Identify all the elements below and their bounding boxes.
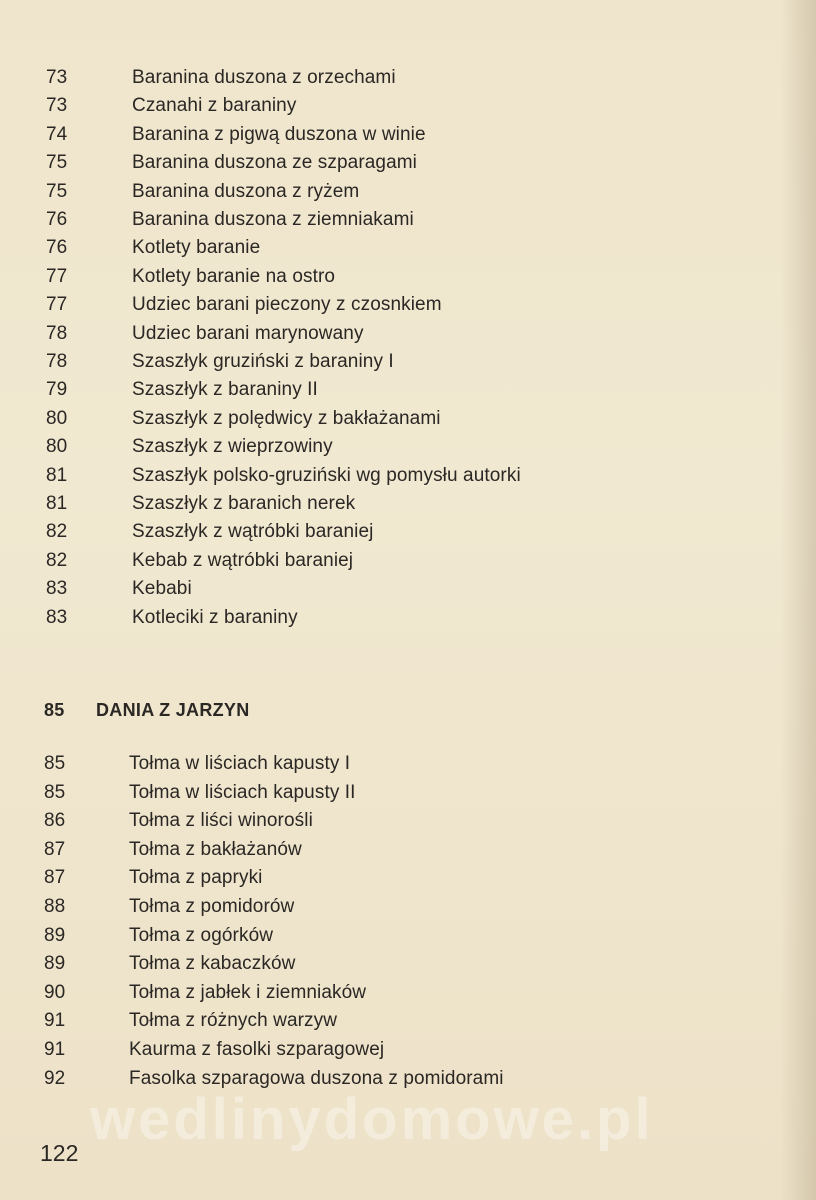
toc-entry [0,922,780,950]
toc-entry-page: 80 [46,407,68,429]
toc-entry-title: Tołma z papryki [129,867,263,889]
toc-entry-page: 89 [44,924,66,946]
toc-entry [0,64,780,92]
toc-entry-title: Tołma z kabaczków [129,953,296,975]
toc-entry-title: Kebabi [132,578,192,600]
toc-entry [0,121,780,149]
toc-entry-title: Szaszłyk z baranich nerek [132,493,356,514]
section-page-number: 85 [44,700,65,720]
toc-entry-title: Szaszłyk z polędwicy z bakłażanami [132,407,441,429]
toc-entry-title: Tołma z różnych warzyw [129,1010,338,1032]
toc-entry-page: 78 [46,351,68,372]
toc-entry-page: 80 [46,436,68,458]
toc-entry-page: 77 [46,294,68,316]
toc-entry [0,149,780,177]
toc-entry [0,950,780,978]
toc-entry [0,320,780,348]
toc-entry-title: Udziec barani pieczony z czosnkiem [132,294,442,316]
toc-entry-page: 73 [46,95,68,117]
toc-entry [0,263,780,291]
toc-entry-title: Szaszłyk z wątróbki baraniej [132,521,374,543]
toc-entry-page: 91 [44,1010,66,1032]
toc-entry-title: Kotleciki z baraniny [132,606,298,628]
toc-entry-page: 85 [44,781,66,803]
toc-entry [0,405,780,433]
toc-entry-page: 76 [46,237,68,259]
toc-entry [0,836,780,864]
toc-entry [0,348,780,376]
toc-entry-title: Udziec barani marynowany [132,322,364,344]
toc-entry-title: Szaszłyk z wieprzowiny [132,436,333,458]
toc-entry-title: Kotlety baranie [132,237,261,259]
toc-entry-page: 76 [46,209,68,230]
toc-entry-title: Fasolka szparagowa duszona z pomidorami [129,1067,504,1089]
toc-entry [0,291,780,319]
toc-entry-title: Kotlety baranie na ostro [132,265,336,287]
toc-entry-title: Kaurma z fasolki szparagowej [129,1039,385,1060]
toc-entry [0,92,780,120]
toc-entry-page: 82 [46,521,68,543]
toc-entry [0,575,780,603]
toc-entry-page: 81 [46,493,68,514]
toc-entry-page: 79 [46,379,68,401]
toc-entry-title: Tołma z liści winorośli [129,810,313,832]
toc-entry [0,864,780,892]
toc-entry-page: 88 [44,896,66,917]
toc-entry-title: Baranina z pigwą duszona w winie [132,123,426,145]
toc-entry-title: Tołma z bakłażanów [129,838,302,860]
toc-entry [0,807,780,835]
toc-entry-page: 82 [46,549,68,571]
toc-entry-page: 90 [44,981,66,1003]
toc-entry-page: 83 [46,578,68,600]
toc-entry-page: 74 [46,123,68,145]
toc-entry-page: 75 [46,180,68,202]
toc-entry-page: 83 [46,606,68,628]
toc-entry-page: 91 [44,1039,66,1060]
toc-entry-title: Tołma w liściach kapusty II [129,781,356,803]
toc-entry [0,178,780,206]
toc-entry-page: 81 [46,464,68,486]
toc-entry [0,433,780,461]
toc-entry-title: Szaszłyk polsko-gruziński wg pomysłu autorki [132,464,521,486]
toc-entry-page: 77 [46,265,68,287]
toc-entry-title: Tołma z pomidorów [129,896,295,917]
toc-entry [0,1036,780,1064]
toc-entry [0,779,780,807]
toc-entry-title: Baranina duszona z orzechami [132,67,396,88]
section-title: DANIA Z JARZYN [96,700,250,720]
toc-entry [0,234,780,262]
toc-entry [0,462,780,490]
toc-entry-title: Baranina duszona z ryżem [132,180,360,202]
section-heading [0,695,780,725]
toc-entry-title: Tołma w liściach kapusty I [129,753,351,774]
toc-entry [0,376,780,404]
toc-entry-page: 85 [44,753,66,774]
toc-entry-title: Szaszłyk gruziński z baraniny I [132,351,394,372]
toc-entry-title: Baranina duszona z ziemniakami [132,209,414,230]
toc-entry-page: 87 [44,867,66,889]
page-number: 122 [40,1140,79,1166]
toc-entry [0,206,780,234]
toc-entry-title: Baranina duszona ze szparagami [132,152,418,174]
toc-entry-page: 87 [44,838,66,860]
toc-entry [0,979,780,1007]
toc-entry-title: Szaszłyk z baraniny II [132,379,318,401]
toc-entry-page: 75 [46,152,68,174]
toc-entry [0,1007,780,1035]
toc-entry-title: Czanahi z baraniny [132,95,297,117]
toc-entry [0,893,780,921]
toc-entry [0,490,780,518]
watermark: wedlinydomowe.pl [90,1087,654,1152]
toc-entry [0,604,780,632]
toc-entry-page: 86 [44,810,66,832]
toc-entry [0,750,780,778]
toc-entry [0,518,780,546]
toc-entry-title: Tołma z ogórków [129,924,274,946]
toc-entry-page: 73 [46,67,68,88]
toc-entry-title: Tołma z jabłek i ziemniaków [129,981,367,1003]
toc-entry-page: 78 [46,322,68,344]
toc-entry [0,547,780,575]
toc-entry-page: 89 [44,953,66,975]
toc-entry-page: 92 [44,1067,66,1089]
toc-entry-title: Kebab z wątróbki baraniej [132,549,354,571]
